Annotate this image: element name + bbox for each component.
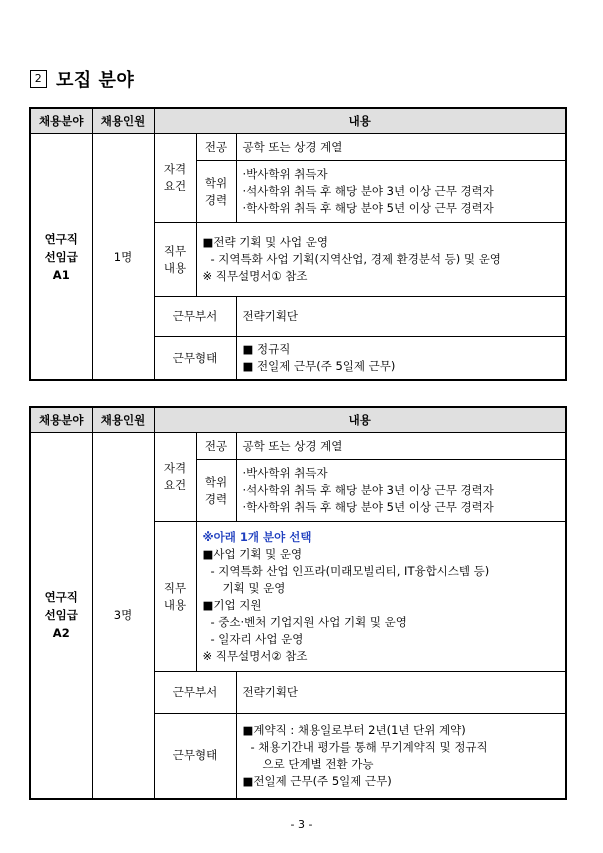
- qualification-label: 자격 요건: [154, 134, 196, 223]
- type-value: ■ 정규직 ■ 전일제 근무(주 5일제 근무): [236, 337, 566, 381]
- duty-value: ■전략 기획 및 사업 운영 - 지역특화 사업 기획(지역산업, 경제 환경분석 등) 및 운영 ※ 직무설명서① 참조: [196, 223, 566, 297]
- qualification-label: 자격 요건: [154, 433, 196, 522]
- duty-label: 직무 내용: [154, 223, 196, 297]
- major-label: 전공: [196, 134, 236, 161]
- duty-label: 직무 내용: [154, 522, 196, 672]
- recruitment-table-a2: [29, 406, 567, 800]
- page-number: - 3 -: [290, 818, 313, 831]
- count-cell: 1명: [92, 134, 154, 381]
- header-content: 내용: [154, 108, 566, 134]
- header-count: 채용인원: [92, 108, 154, 134]
- duty-value: ※아래 1개 분야 선택 ■사업 기획 및 운영 - 지역특화 산업 인프라(미래모빌리티, IT융합시스템 등) 기획 및 운영 ■기업 지원 - 중소·벤처 기업지원 사업 기획 및 운영 - 일자리 사업 운영 ※ 직무설명서② 참조: [196, 522, 566, 672]
- field-cell: 연구직 선임급 A2: [30, 433, 92, 799]
- degree-label: 학위 경력: [196, 460, 236, 522]
- section-number-box: 2: [30, 70, 47, 88]
- type-label: 근무형태: [154, 337, 236, 381]
- section-title-text: 모집 분야: [56, 70, 135, 91]
- header-field: 채용분야: [30, 108, 92, 134]
- duty-highlight: ※아래 1개 분야 선택: [202, 529, 312, 544]
- major-label: 전공: [196, 433, 236, 460]
- degree-label: 학위 경력: [196, 161, 236, 223]
- degree-value: ·박사학위 취득자 ·석사학위 취득 후 해당 분야 3년 이상 근무 경력자 ·학사학위 취득 후 해당 분야 5년 이상 근무 경력자: [236, 460, 566, 522]
- dept-value: 전략기획단: [236, 297, 566, 337]
- dept-value: 전략기획단: [236, 672, 566, 714]
- dept-label: 근무부서: [154, 297, 236, 337]
- degree-value: ·박사학위 취득자 ·석사학위 취득 후 해당 분야 3년 이상 근무 경력자 ·학사학위 취득 후 해당 분야 5년 이상 근무 경력자: [236, 161, 566, 223]
- section-title: [30, 66, 134, 92]
- dept-label: 근무부서: [154, 672, 236, 714]
- recruitment-table-a1: [29, 107, 567, 381]
- count-cell: 3명: [92, 433, 154, 799]
- type-value: ■계약직 : 채용일로부터 2년(1년 단위 계약) - 채용기간내 평가를 통해 무기계약직 및 정규직 으로 단계별 전환 가능 ■전일제 근무(주 5일제 근무): [236, 714, 566, 799]
- field-cell: 연구직 선임급 A1: [30, 134, 92, 381]
- major-value: 공학 또는 상경 계열: [236, 134, 566, 161]
- header-content: 내용: [154, 407, 566, 433]
- major-value: 공학 또는 상경 계열: [236, 433, 566, 460]
- header-field: 채용분야: [30, 407, 92, 433]
- type-label: 근무형태: [154, 714, 236, 799]
- header-count: 채용인원: [92, 407, 154, 433]
